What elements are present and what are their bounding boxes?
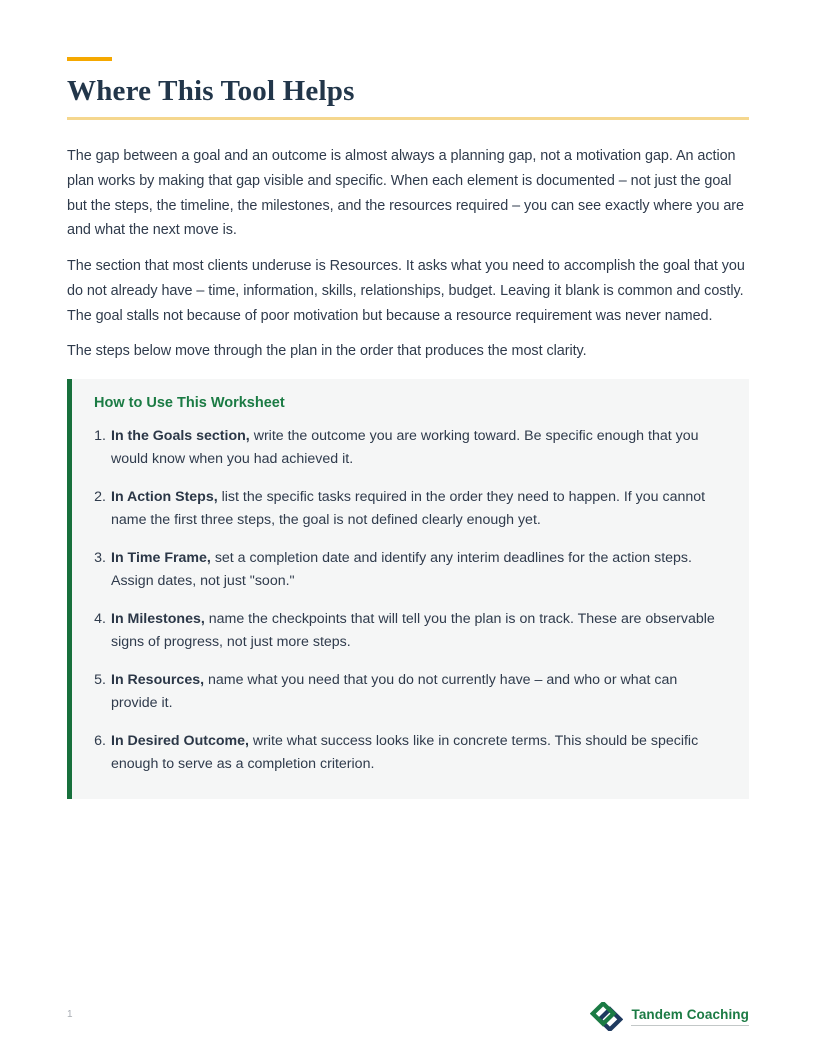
item-number: 2. — [94, 488, 106, 505]
page-number: 1 — [67, 1009, 73, 1020]
page-title: Where This Tool Helps — [67, 75, 355, 107]
item-number: 6. — [94, 732, 106, 749]
item-number: 4. — [94, 610, 106, 627]
title-rule — [67, 117, 749, 120]
item-number: 3. — [94, 549, 106, 566]
item-text: In Time Frame, set a completion date and identify any interim deadlines for the action steps. Assign dates, not just "soon." — [111, 549, 692, 590]
instruction-list — [89, 425, 725, 777]
page-content — [67, 0, 749, 799]
callout-title: How to Use This Worksheet — [94, 394, 285, 411]
instruction-item — [89, 486, 725, 533]
item-text: In Desired Outcome, write what success looks like in concrete terms. This should be specific enough to serve as a completion criterion. — [111, 732, 699, 773]
brand-name: Tandem Coaching — [631, 1007, 749, 1026]
instruction-item — [89, 730, 725, 777]
intro-paragraph: The section that most clients underuse is Resources. It asks what you need to accomplish the goal that you do not already have – time, information, skills, relationships, budget. Leaving it blank is common and costly. The goal stalls not because of poor motivation but because a resource requirement was never named. — [67, 258, 745, 324]
item-text: In the Goals section, write the outcome you are working toward. Be specific enough that you would know when you had achieved it. — [111, 427, 699, 468]
instruction-item — [89, 425, 725, 472]
brand-logo[interactable] — [590, 1002, 749, 1031]
item-number: 1. — [94, 427, 106, 444]
accent-bar — [67, 57, 112, 61]
item-text: In Action Steps, list the specific tasks required in the order they need to happen. If you cannot name the first three steps, the goal is not defined clearly enough yet. — [111, 488, 706, 529]
tandem-diamond-icon — [590, 1002, 623, 1031]
item-number: 5. — [94, 671, 106, 688]
instruction-item — [89, 547, 725, 594]
item-text: In Milestones, name the checkpoints that will tell you the plan is on track. These are observable signs of progress, not just more steps. — [111, 610, 715, 651]
item-text: In Resources, name what you need that you do not currently have – and who or what can provide it. — [111, 671, 678, 712]
how-to-callout — [67, 379, 749, 799]
intro-paragraph: The steps below move through the plan in the order that produces the most clarity. — [67, 343, 587, 360]
intro-paragraph: The gap between a goal and an outcome is almost always a planning gap, not a motivation gap. An action plan works by making that gap visible and specific. When each element is documented – not just the goal but the steps, the timeline, the milestones, and the resources required – you can see exactly where you are and what the next move is. — [67, 148, 744, 239]
instruction-item — [89, 669, 725, 716]
instruction-item — [89, 608, 725, 655]
